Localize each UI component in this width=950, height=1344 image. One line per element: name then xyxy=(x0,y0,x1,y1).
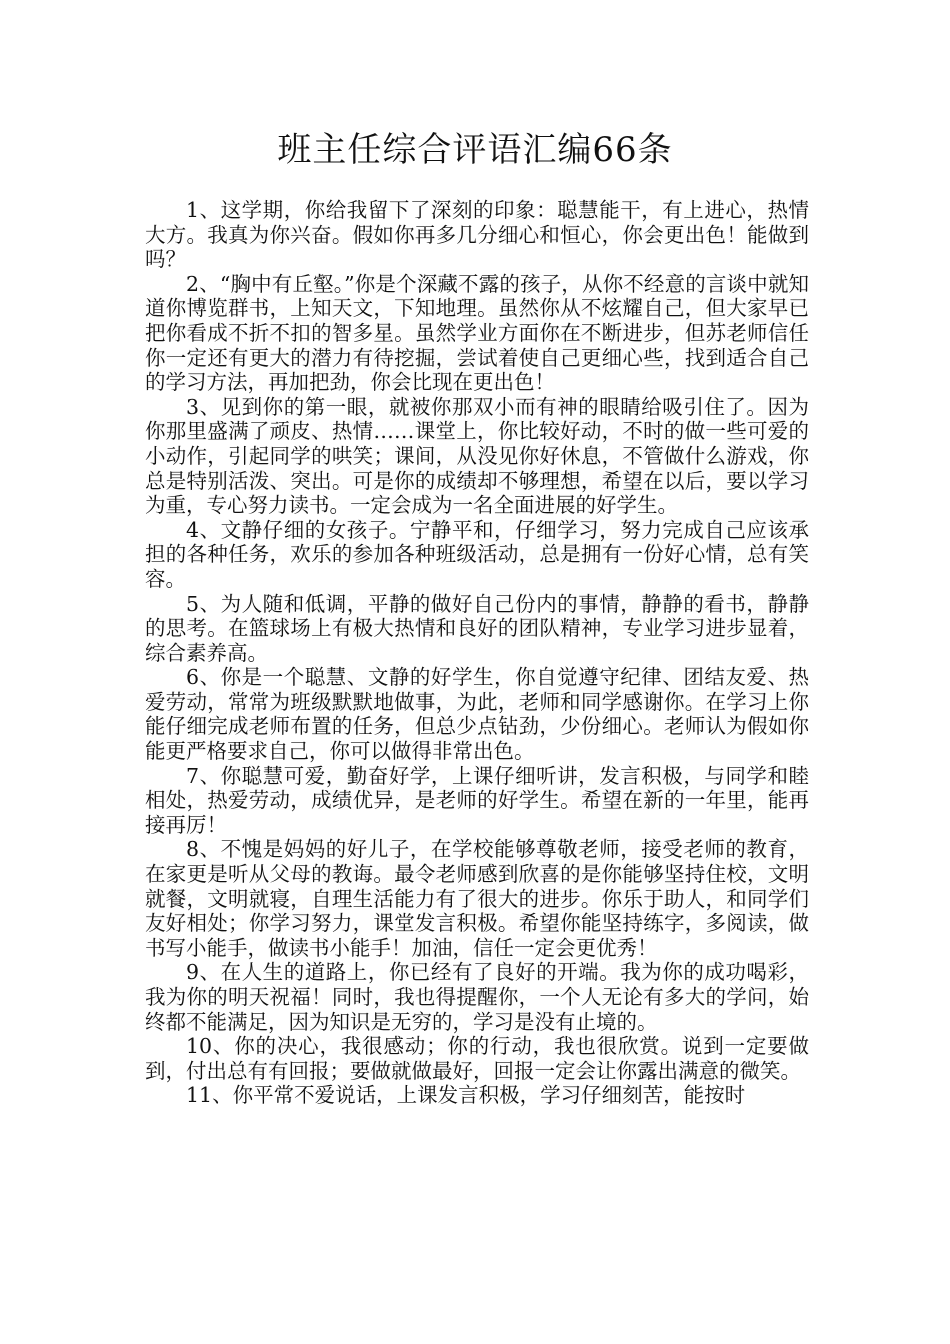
comment-paragraph-4: 4、文静仔细的女孩子。宁静平和，仔细学习，努力完成自己应该承担的各种任务，欢乐的参加各种班级活动，总是拥有一份好心情，总有笑容。 xyxy=(145,517,809,591)
comment-paragraph-9: 9、在人生的道路上，你已经有了良好的开端。我为你的成功喝彩，我为你的明天祝福！同时，我也得提醒你，一个人无论有多大的学问，始终都不能满足，因为知识是无穷的，学习是没有止境的。 xyxy=(145,960,809,1034)
comment-paragraph-5: 5、为人随和低调，平静的做好自己份内的事情，静静的看书，静静的思考。在篮球场上有极大热情和良好的团队精神，专业学习进步显着，综合素养高。 xyxy=(145,591,809,665)
comment-paragraph-10: 10、你的决心，我很感动；你的行动，我也很欣赏。说到一定要做到，付出总有有回报；要做就做最好，回报一定会让你露出满意的微笑。 xyxy=(145,1034,809,1083)
document-body xyxy=(145,198,809,1108)
comment-paragraph-7: 7、你聪慧可爱，勤奋好学，上课仔细听讲，发言积极，与同学和睦相处，热爱劳动，成绩优异，是老师的好学生。希望在新的一年里，能再接再厉！ xyxy=(145,763,809,837)
comment-paragraph-8: 8、不愧是妈妈的好儿子，在学校能够尊敬老师，接受老师的教育，在家更是听从父母的教诲。最令老师感到欣喜的是你能够坚持住校，文明就餐，文明就寝，自理生活能力有了很大的进步。你乐于助人，和同学们友好相处；你学习努力，课堂发言积极。希望你能坚持练字，多阅读，做书写小能手，做读书小能手！加油，信任一定会更优秀！ xyxy=(145,837,809,960)
comment-paragraph-11: 11、你平常不爱说话，上课发言积极，学习仔细刻苦，能按时 xyxy=(186,1083,746,1108)
comment-paragraph-1: 1、这学期，你给我留下了深刻的印象：聪慧能干，有上进心，热情大方。我真为你兴奋。假如你再多几分细心和恒心，你会更出色！能做到吗？ xyxy=(145,198,809,272)
comment-paragraph-6: 6、你是一个聪慧、文静的好学生，你自觉遵守纪律、团结友爱、热爱劳动，常常为班级默默地做事，为此，老师和同学感谢你。在学习上你能仔细完成老师布置的任务，但总少点钻劲，少份细心。老师认为假如你能更严格要求自己，你可以做得非常出色。 xyxy=(145,665,809,764)
document-title: 班主任综合评语汇编66条 xyxy=(277,130,673,170)
comment-paragraph-2: 2、“胸中有丘壑。”你是个深藏不露的孩子，从你不经意的言谈中就知道你博览群书，上知天文，下知地理。虽然你从不炫耀自己，但大家早已把你看成不折不扣的智多星。虽然学业方面你在不断进步，但苏老师信任你一定还有更大的潜力有待挖掘，尝试着使自己更细心些，找到适合自己的学习方法，再加把劲，你会比现在更出色！ xyxy=(145,271,809,395)
comment-paragraph-3: 3、见到你的第一眼，就被你那双小而有神的眼睛给吸引住了。因为你那里盛满了顽皮、热情……课堂上，你比较好动，不时的做一些可爱的小动作，引起同学的哄笑；课间，从没见你好休息，不管做什么游戏，你总是特别活泼、突出。可是你的成绩却不够理想，希望在以后，要以学习为重，专心努力读书。一定会成为一名全面进展的好学生。 xyxy=(145,394,809,518)
